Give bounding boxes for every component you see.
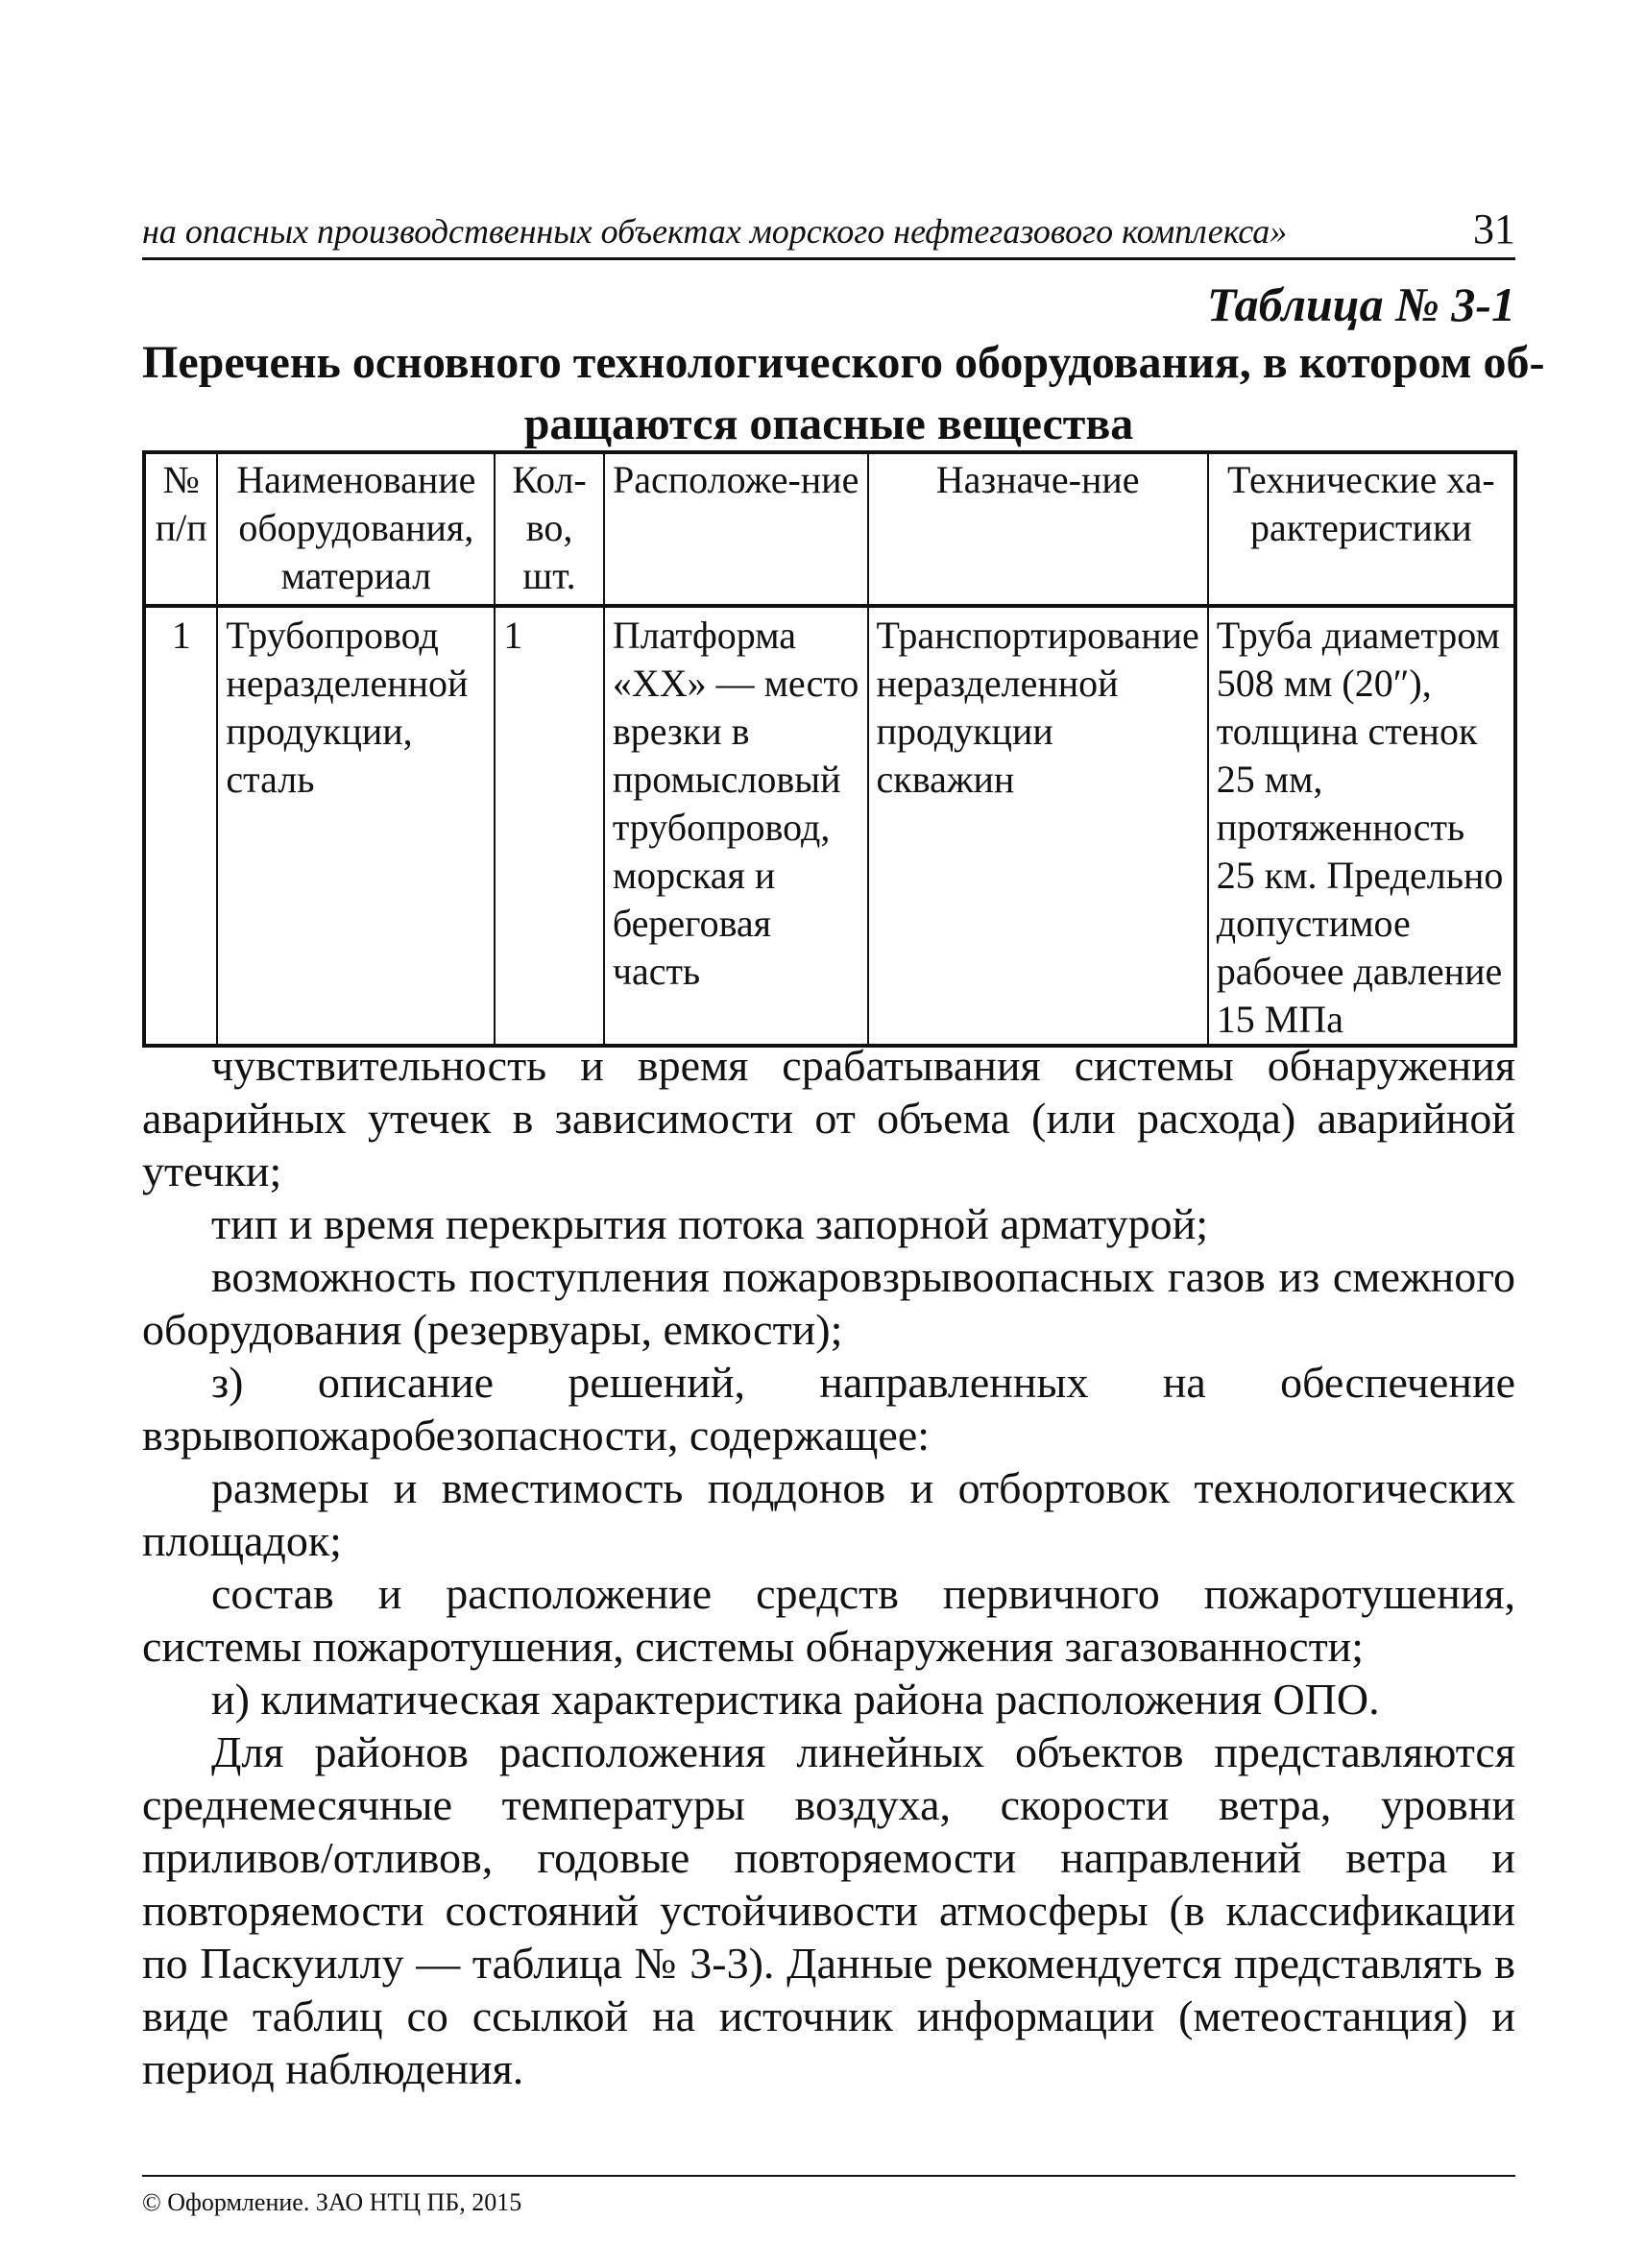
running-header [142,198,1515,260]
column-header-location: Расположе-ние [604,452,868,606]
paragraph: возможность поступления пожаровзрывоопасных газов из смежного оборудования (резервуары, емкости); [142,1252,1515,1354]
body-text [142,1039,1515,2095]
table-label: Таблица № 3-1 [1206,277,1515,331]
table-title [142,332,1545,455]
table-title-line-2: ращаются опасные вещества [523,398,1134,449]
column-header-purpose: Назначе-ние [868,452,1208,606]
cell-number: 1 [144,606,217,1046]
paragraph: состав и расположение средств первичного пожаротушения, системы пожаротушения, системы обнаружения загазованности; [142,1569,1515,1671]
running-title: на опасных производственных объектах морского нефтегазового комплекса» [142,212,1288,251]
paragraph: чувствительность и время срабатывания системы обнаружения аварийных утечек в зависимости от объема (или расхода) аварийной утечки; [142,1041,1515,1195]
paragraph: з) описание решений, направленных на обеспечение взрывопожаробезопасности, содержащее: [142,1358,1515,1460]
paragraph: и) климатическая характеристика района расположения ОПО. [211,1675,1380,1724]
cell-name: Трубопровод неразделенной продукции, сталь [217,606,495,1046]
cell-quantity: 1 [495,606,604,1046]
table-row [144,606,1515,1046]
table-title-line-1: Перечень основного технологического оборудования, в котором об- [142,337,1545,388]
column-header-number: № п/п [144,452,217,606]
cell-location: Платформа «XX» — место врезки в промысловый трубопровод, морская и береговая часть [604,606,868,1046]
paragraph: тип и время перекрытия потока запорной арматурой; [211,1199,1208,1248]
table-header-row [144,452,1515,606]
paragraph: Для районов расположения линейных объектов представляются среднемесячные температуры воздуха, скорости ветра, уровни приливов/отливов, годовые повторяемости направлений ветра и повторяемости состояний устойчивости атмосферы (в классификации по Паскуиллу — таблица № 3-3). Данные рекомендуется представлять в виде таблиц со ссылкой на источник информации (метеостанция) и период наблюдения. [142,1727,1515,2093]
paragraph: размеры и вместимость поддонов и отбортовок технологических площадок; [142,1463,1515,1565]
page-number: 31 [1473,205,1515,253]
column-header-specs: Технические ха-рактеристики [1208,452,1515,606]
equipment-table [142,450,1517,1048]
cell-specs: Труба диаметром 508 мм (20″), толщина стенок 25 мм, протяженность 25 км. Предельно допустимое рабочее давление 15 МПа [1208,606,1515,1046]
column-header-name: Наименование оборудования, материал [217,452,495,606]
cell-purpose: Транспортирование неразделенной продукции скважин [868,606,1208,1046]
footer-copyright: © Оформление. ЗАО НТЦ ПБ, 2015 [142,2175,1515,2217]
column-header-quantity: Кол-во, шт. [495,452,604,606]
